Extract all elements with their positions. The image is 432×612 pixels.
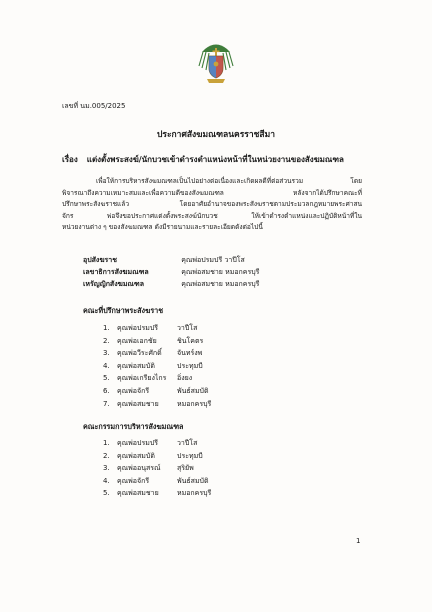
officer-role: อุปสังฆราช: [83, 256, 117, 264]
item-first-name: คุณพ่อเกรียงไกร: [117, 374, 167, 383]
board-heading: คณะกรรมการบริหารสังฆมณฑล: [83, 422, 184, 431]
item-number: 6.: [103, 386, 110, 395]
subject-label: เรื่อง: [62, 155, 78, 164]
item-last-name: วาปีโส: [177, 324, 198, 332]
list-item: [103, 322, 211, 335]
item-number: 2.: [103, 451, 110, 460]
item-last-name: ประทุมบี: [177, 361, 203, 370]
item-first-name: คุณพ่อเอกชัย: [117, 336, 157, 345]
item-last-name: จันทร์งพ: [177, 349, 203, 358]
item-number: 4.: [103, 476, 110, 485]
item-first-name: คุณพ่อสมชาย: [117, 399, 159, 408]
item-number: 3.: [103, 349, 110, 358]
page-number: 1: [356, 537, 361, 545]
board-list: [103, 437, 211, 500]
item-number: 5.: [103, 489, 110, 498]
officer-row: [83, 254, 259, 266]
item-last-name: สุริยัพ: [177, 464, 194, 473]
item-number: 2.: [103, 336, 110, 345]
officer-row: [83, 278, 259, 290]
list-item: [103, 385, 211, 398]
item-last-name: อิ่งยง: [177, 374, 193, 383]
intro-line: ปรึกษาพระสังฆราชแล้ว โดยอาศัยอำนาจของพระสังฆราชตามประมวลกฎหมายพระศาสน: [62, 200, 362, 208]
item-number: 3.: [103, 464, 110, 473]
subject-text: แต่งตั้งพระสงฆ์/นักบวชเข้าดำรงตำแหน่งหน้าที่ในหน่วยงานของสังฆมณฑล: [86, 155, 344, 164]
item-first-name: คุณพ่อปรมปรี: [117, 324, 159, 332]
list-item: [103, 398, 211, 411]
item-last-name: หมอกครบุรี: [177, 399, 212, 408]
item-first-name: คุณพ่อจักรี: [117, 476, 150, 485]
list-item: [103, 450, 211, 463]
advisors-heading: คณะที่ปรึกษาพระสังฆราช: [83, 306, 164, 315]
list-item: [103, 347, 211, 360]
document-number: เลขที่ นม.005/2025: [62, 102, 126, 110]
item-first-name: คุณพ่อจักรี: [117, 386, 150, 395]
list-item: [103, 487, 211, 500]
item-last-name: ประทุมบี: [177, 451, 203, 460]
officer-name: คุณพ่อปรมปรี วาปีโส: [181, 256, 245, 264]
item-number: 7.: [103, 399, 110, 408]
officer-row: [83, 266, 259, 278]
item-first-name: คุณพ่อวีระศักดิ์: [117, 349, 162, 358]
list-item: [103, 462, 211, 475]
item-last-name: วาปีโส: [177, 439, 198, 447]
subject-line: [62, 153, 344, 166]
officer-role: เลขาธิการสังฆมณฑล: [83, 268, 149, 276]
diocese-crest-icon: [197, 40, 235, 86]
item-last-name: หมอกครบุรี: [177, 489, 212, 498]
list-item: [103, 360, 211, 373]
item-first-name: คุณพ่อสมบัติ: [117, 361, 155, 370]
officer-role: เหรัญญิกสังฆมณฑล: [83, 280, 145, 288]
item-first-name: คุณพ่อปรมปรี: [117, 439, 159, 447]
list-item: [103, 335, 211, 348]
officer-name: คุณพ่อสมชาย หมอกครบุรี: [181, 280, 260, 288]
list-item: [103, 475, 211, 488]
item-first-name: คุณพ่ออนุสรณ์: [117, 464, 161, 473]
advisors-list: [103, 322, 211, 410]
item-last-name: พันธ์สมบัติ: [177, 476, 209, 485]
intro-paragraph: [62, 176, 362, 234]
item-last-name: พันธ์สมบัติ: [177, 386, 209, 395]
item-number: 5.: [103, 374, 110, 383]
officers-list: [83, 254, 259, 290]
list-item: [103, 372, 211, 385]
item-number: 4.: [103, 361, 110, 370]
list-item: [103, 437, 211, 450]
officer-name: คุณพ่อสมชาย หมอกครบุรี: [181, 268, 260, 276]
item-number: 1.: [103, 439, 110, 447]
intro-line: พิจารณาถึงความเหมาะสมและเพื่อความดีของสังฆมณฑล หลังจากได้ปรึกษาคณะที่: [62, 188, 362, 197]
intro-line: เพื่อให้การบริหารสังฆมณฑลเป็นไปอย่างต่อเนื่องและเกิดผลดีที่ต่อส่วนรวม โดย: [96, 177, 362, 185]
intro-line: จักร พ่อจึงขอประกาศแต่งตั้งพระสงฆ์นักบวช ให้เข้าดำรงตำแหน่งและปฏิบัติหน้าที่ใน: [62, 211, 362, 220]
document-title: ประกาศสังฆมณฑลนครราชสีมา: [157, 130, 275, 140]
intro-line: หน่วยงานต่าง ๆ ของสังฆมณฑล ดังมีรายนามและรายละเอียดดังต่อไปนี้: [62, 223, 263, 231]
item-last-name: ชินโคตร: [177, 336, 204, 345]
item-first-name: คุณพ่อสมบัติ: [117, 451, 155, 460]
item-first-name: คุณพ่อสมชาย: [117, 489, 159, 498]
item-number: 1.: [103, 324, 110, 332]
